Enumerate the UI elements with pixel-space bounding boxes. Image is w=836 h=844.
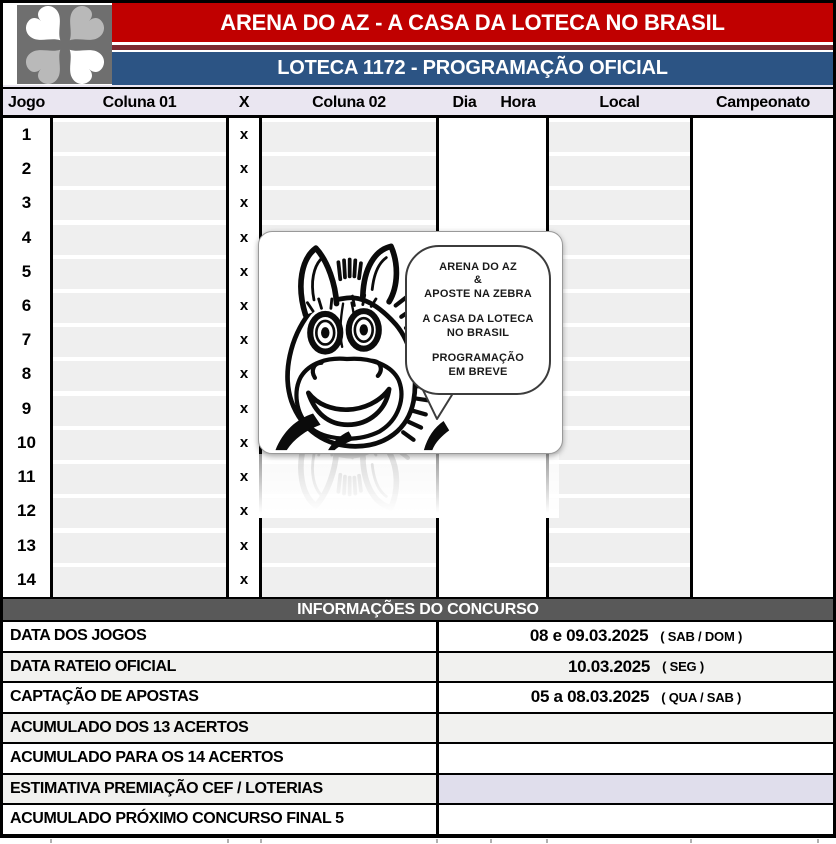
empty-match-cell <box>53 498 226 528</box>
info-label: ESTIMATIVA PREMIAÇÃO CEF / LOTERIAS <box>10 779 323 797</box>
empty-match-cell <box>549 293 690 323</box>
game-number: 9 <box>21 398 32 418</box>
column-header-local: Local <box>599 94 640 111</box>
info-label: DATA RATEIO OFICIAL <box>10 657 177 675</box>
game-number: 13 <box>17 535 36 555</box>
grid-tick <box>227 839 229 843</box>
info-column-divider <box>436 622 439 836</box>
info-row <box>3 744 833 775</box>
draw-x-mark: x <box>239 262 249 280</box>
clover-icon <box>26 6 104 84</box>
speech-bubble-line: EM BREVE <box>448 365 508 378</box>
game-number: 4 <box>21 227 32 247</box>
info-section-header <box>3 597 833 622</box>
info-value <box>439 653 833 682</box>
draw-x-mark: x <box>239 126 249 143</box>
zebra-card <box>258 231 563 454</box>
info-section-title: INFORMAÇÕES DO CONCURSO <box>297 600 539 618</box>
draw-x-mark: x <box>239 536 249 554</box>
column-header-hora: Hora <box>500 94 536 111</box>
empty-match-cell <box>549 156 690 186</box>
empty-match-cell <box>262 190 436 220</box>
info-label: CAPTAÇÃO DE APOSTAS <box>10 688 199 706</box>
draw-x-mark: x <box>239 228 249 246</box>
info-value-date: 08 e 09.03.2025 <box>529 626 649 646</box>
empty-match-cell <box>262 567 436 597</box>
loterias-clover-logo <box>17 5 112 84</box>
grid-tick <box>690 839 692 843</box>
game-number: 8 <box>21 364 32 384</box>
column-header-campeonato: Campeonato <box>716 94 810 111</box>
empty-match-cell <box>549 361 690 391</box>
info-row <box>3 653 833 684</box>
draw-x-mark: x <box>239 194 249 212</box>
speech-bubble-line: ARENA DO AZ <box>439 260 517 273</box>
empty-match-cell <box>53 156 226 186</box>
game-number: 10 <box>17 432 36 452</box>
empty-match-cell <box>53 327 226 357</box>
contest-subtitle: LOTECA 1172 - PROGRAMAÇÃO OFICIAL <box>277 57 668 79</box>
info-label: ACUMULADO PRÓXIMO CONCURSO FINAL 5 <box>10 810 344 828</box>
empty-match-cell <box>549 190 690 220</box>
empty-match-cell <box>549 498 690 528</box>
speech-bubble-line: NO BRASIL <box>446 326 510 339</box>
draw-x-mark: x <box>239 433 249 451</box>
column-header-coluna02: Coluna 02 <box>312 94 386 111</box>
info-row <box>3 683 833 714</box>
game-number: 6 <box>21 296 32 316</box>
bottom-border <box>3 835 833 838</box>
grid-tick <box>546 839 548 843</box>
empty-match-cell <box>53 225 226 255</box>
draw-x-mark: x <box>239 399 249 417</box>
info-value <box>439 744 833 773</box>
info-value-weekday: ( SAB / DOM ) <box>660 628 743 644</box>
page-title: ARENA DO AZ - A CASA DA LOTECA NO BRASIL <box>220 9 725 35</box>
grid-tick <box>490 839 492 843</box>
game-number: 1 <box>21 125 32 144</box>
info-value-weekday: ( SEG ) <box>662 659 705 675</box>
info-row <box>3 622 833 653</box>
game-number: 11 <box>17 467 36 487</box>
table-row <box>3 529 833 563</box>
empty-match-cell <box>549 567 690 597</box>
draw-x-mark: x <box>239 570 249 588</box>
info-row <box>3 805 833 836</box>
game-number: 12 <box>17 501 36 521</box>
empty-match-cell <box>549 259 690 289</box>
draw-x-mark: x <box>239 365 249 383</box>
info-value <box>439 805 833 834</box>
game-number: 7 <box>21 330 32 350</box>
info-row <box>3 714 833 745</box>
table-row <box>3 152 833 186</box>
empty-match-cell <box>262 533 436 563</box>
empty-match-cell <box>549 396 690 426</box>
grid-tick <box>260 839 262 843</box>
column-header-jogo: Jogo <box>7 94 46 111</box>
draw-x-mark: x <box>239 502 249 520</box>
title-bar <box>112 3 833 42</box>
column-header-dia: Dia <box>452 94 477 111</box>
info-label: DATA DOS JOGOS <box>10 627 147 645</box>
info-value-date: 10.03.2025 <box>567 656 651 676</box>
info-value <box>439 622 833 651</box>
speech-bubble-line: APOSTE NA ZEBRA <box>424 287 532 300</box>
draw-x-mark: x <box>239 468 249 486</box>
empty-match-cell <box>53 430 226 460</box>
empty-match-cell <box>53 361 226 391</box>
grid-line <box>226 118 229 597</box>
empty-match-cell <box>549 122 690 152</box>
empty-match-cell <box>53 293 226 323</box>
empty-match-cell <box>53 567 226 597</box>
info-value <box>439 714 833 743</box>
empty-match-cell <box>549 464 690 494</box>
game-number: 5 <box>21 261 32 281</box>
game-number: 14 <box>17 569 36 589</box>
draw-x-mark: x <box>239 160 249 178</box>
empty-match-cell <box>53 464 226 494</box>
table-row <box>3 186 833 220</box>
speech-bubble <box>405 245 551 395</box>
column-header-coluna01: Coluna 01 <box>102 94 177 111</box>
empty-match-cell <box>53 396 226 426</box>
empty-match-cell <box>53 533 226 563</box>
speech-bubble-line <box>407 340 549 352</box>
table-row <box>3 118 833 152</box>
empty-match-cell <box>53 259 226 289</box>
speech-bubble-line: PROGRAMAÇÃO <box>431 352 525 365</box>
empty-match-cell <box>53 190 226 220</box>
empty-match-cell <box>549 327 690 357</box>
info-value <box>439 683 833 712</box>
subtitle-bar <box>112 52 833 85</box>
zebra-reflection <box>259 454 559 518</box>
grid-line <box>50 118 53 597</box>
info-value <box>439 775 833 804</box>
empty-match-cell <box>262 122 436 152</box>
column-header-x: X <box>238 94 250 111</box>
draw-x-mark: x <box>239 297 249 315</box>
grid-tick <box>50 839 52 843</box>
info-label: ACUMULADO PARA OS 14 ACERTOS <box>10 749 284 767</box>
info-value-weekday: ( QUA / SAB ) <box>661 689 742 705</box>
empty-match-cell <box>549 533 690 563</box>
table-row <box>3 563 833 597</box>
empty-match-cell <box>549 430 690 460</box>
speech-bubble-line: & <box>473 274 483 287</box>
draw-x-mark: x <box>239 331 249 349</box>
empty-match-cell <box>53 122 226 152</box>
game-number: 3 <box>21 193 32 213</box>
header-top-line <box>3 87 833 89</box>
speech-bubble-line: A CASA DA LOTECA <box>422 313 534 326</box>
grid-line <box>690 118 693 597</box>
info-row <box>3 775 833 806</box>
grid-tick <box>436 839 438 843</box>
info-label: ACUMULADO DOS 13 ACERTOS <box>10 718 249 736</box>
info-value-date: 05 a 08.03.2025 <box>530 687 650 707</box>
speech-bubble-line <box>407 301 549 313</box>
grid-tick <box>817 839 819 843</box>
empty-match-cell <box>262 156 436 186</box>
empty-match-cell <box>549 225 690 255</box>
game-number: 2 <box>21 159 32 179</box>
